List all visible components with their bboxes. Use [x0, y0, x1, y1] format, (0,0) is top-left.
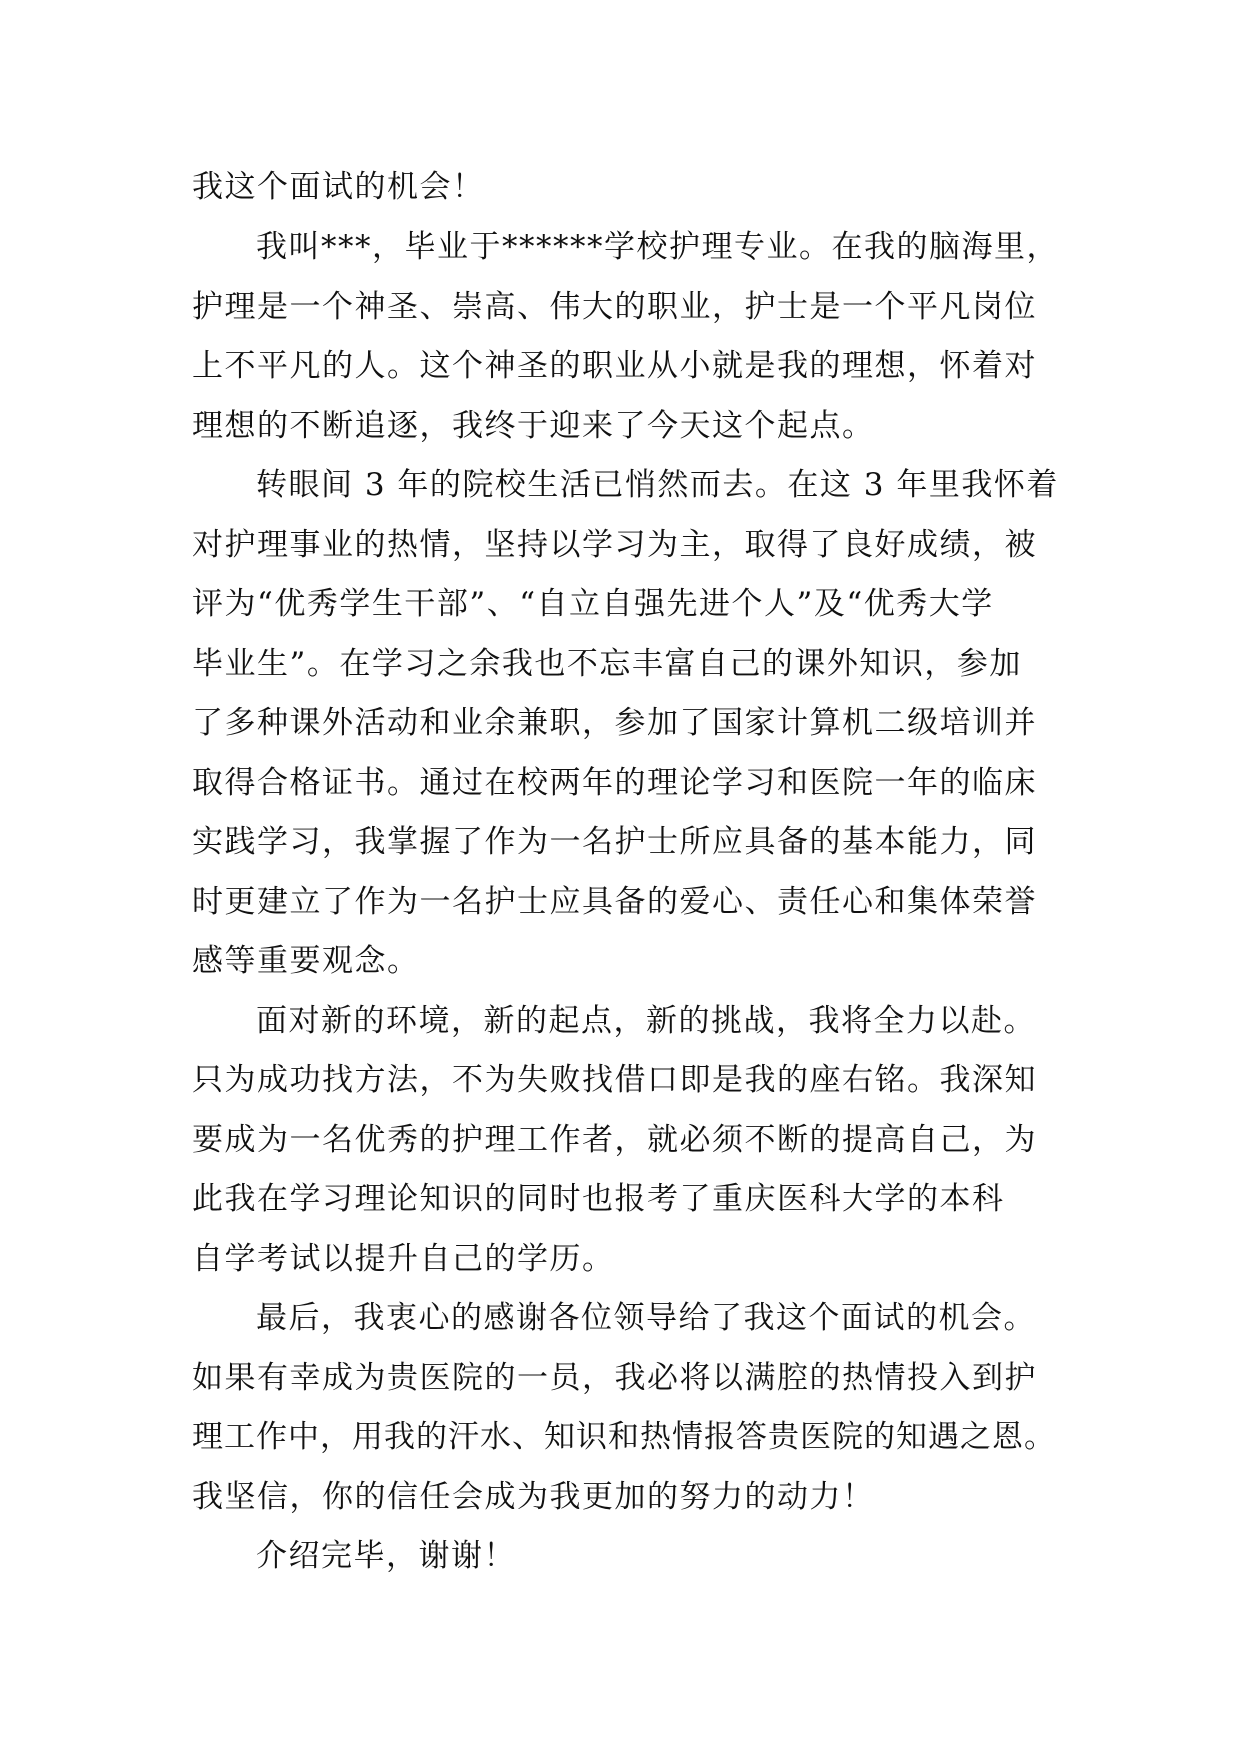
text-line: 毕业生”。在学习之余我也不忘丰富自己的课外知识，参加: [192, 646, 1022, 682]
paragraph-first-line: 介绍完毕，谢谢！: [256, 1538, 516, 1574]
text-line: 感等重要观念。: [192, 943, 420, 979]
text-line: 此我在学习理论知识的同时也报考了重庆医科大学的本科: [192, 1181, 1005, 1217]
text-line: 理工作中，用我的汗水、知识和热情报答贵医院的知遇之恩。: [192, 1419, 1056, 1455]
text-line: 自学考试以提升自己的学历。: [192, 1241, 615, 1277]
text-line: 护理是一个神圣、崇高、伟大的职业，护士是一个平凡岗位: [192, 289, 1037, 325]
text-line: 我坚信，你的信任会成为我更加的努力的动力！: [192, 1479, 875, 1515]
paragraph-first-line: 我叫***，毕业于******学校护理专业。在我的脑海里，: [256, 229, 1059, 265]
text-line: 取得合格证书。通过在校两年的理论学习和医院一年的临床: [192, 765, 1037, 801]
paragraph-first-line: 最后，我衷心的感谢各位领导给了我这个面试的机会。: [256, 1300, 1036, 1336]
text-line: 要成为一名优秀的护理工作者，就必须不断的提高自己，为: [192, 1122, 1037, 1158]
text-line: 实践学习，我掌握了作为一名护士所应具备的基本能力，同: [192, 824, 1037, 860]
text-line: 评为“优秀学生干部”、“自立自强先进个人”及“优秀大学: [192, 586, 994, 622]
text-line: 了多种课外活动和业余兼职，参加了国家计算机二级培训并: [192, 705, 1037, 741]
text-line: 只为成功找方法，不为失败找借口即是我的座右铭。我深知: [192, 1062, 1037, 1098]
text-line: 上不平凡的人。这个神圣的职业从小就是我的理想，怀着对: [192, 348, 1037, 384]
text-line: 时更建立了作为一名护士应具备的爱心、责任心和集体荣誉: [192, 884, 1037, 920]
text-line: 对护理事业的热情，坚持以学习为主，取得了良好成绩，被: [192, 527, 1037, 563]
paragraph-first-line: 面对新的环境，新的起点，新的挑战，我将全力以赴。: [256, 1003, 1036, 1039]
text-line: 理想的不断追逐，我终于迎来了今天这个起点。: [192, 408, 875, 444]
text-line: 如果有幸成为贵医院的一员，我必将以满腔的热情投入到护: [192, 1360, 1037, 1396]
paragraph-first-line: 转眼间 3 年的院校生活已悄然而去。在这 3 年里我怀着: [256, 467, 1059, 503]
text-line: 我这个面试的机会！: [192, 169, 485, 205]
